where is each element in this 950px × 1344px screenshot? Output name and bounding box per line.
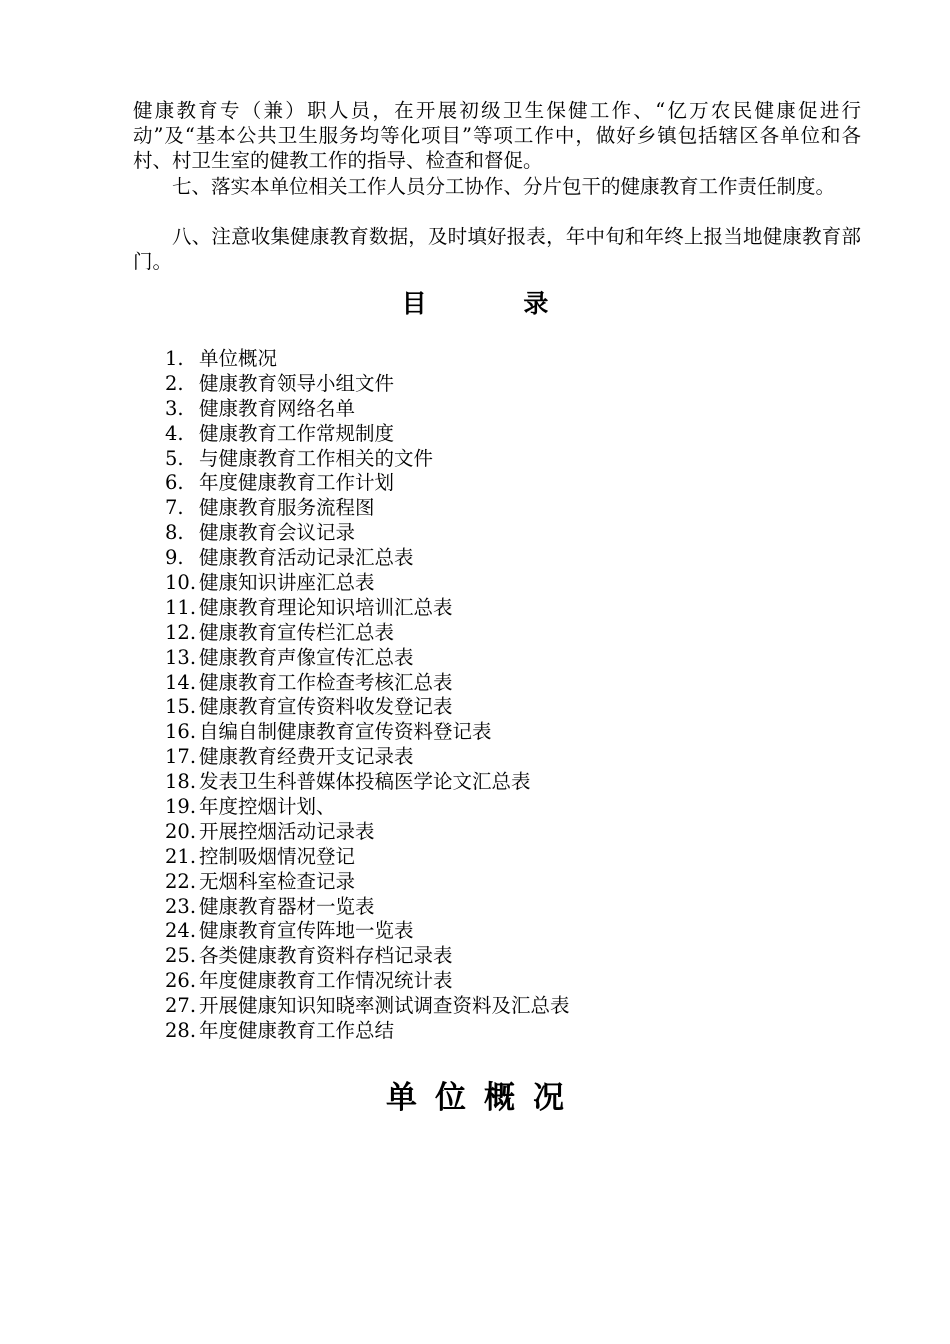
toc-item-text: 健康教育活动记录汇总表 — [199, 546, 414, 570]
toc-item — [165, 1019, 765, 1044]
toc-item — [165, 895, 765, 920]
toc-item-number: 12. — [165, 620, 197, 644]
toc-title: 目 录 — [401, 289, 593, 318]
toc-item-text: 健康教育器材一览表 — [199, 894, 375, 918]
toc-item-text: 无烟科室检查记录 — [199, 869, 356, 893]
toc-item-number: 28. — [165, 1019, 197, 1043]
toc-item — [165, 646, 765, 671]
toc-item-number: 13. — [165, 645, 197, 669]
toc-item — [165, 671, 765, 696]
toc-item — [165, 695, 765, 720]
toc-item — [165, 347, 765, 372]
toc-item-number: 26. — [165, 969, 197, 993]
toc-item — [165, 447, 765, 472]
toc-item-number: 4. — [165, 421, 184, 445]
paragraph-staff-duties: 健康教育专（兼）职人员，在开展初级卫生保健工作、“亿万农民健康促进行动”及“基本公共卫生服务均等化项目”等项工作中，做好乡镇包括辖区各单位和各村、村卫生室的健教工作的指导、检查和督促。 — [133, 99, 861, 172]
toc-item-text: 健康教育服务流程图 — [199, 496, 375, 520]
toc-item-number: 24. — [165, 919, 197, 943]
toc-item-text: 健康教育工作常规制度 — [199, 421, 395, 445]
toc-item-text: 发表卫生科普媒体投稿医学论文汇总表 — [199, 770, 531, 794]
toc-item-number: 2. — [165, 371, 184, 395]
toc-item-text: 健康教育宣传资料收发登记表 — [199, 695, 453, 719]
toc-item-text: 健康教育领导小组文件 — [199, 371, 395, 395]
toc-item-number: 5. — [165, 446, 184, 470]
toc-item-number: 14. — [165, 670, 197, 694]
toc-item-number: 6. — [165, 471, 184, 495]
toc-item — [165, 969, 765, 994]
toc-item-text: 开展控烟活动记录表 — [199, 819, 375, 843]
toc-item — [165, 795, 765, 820]
toc-item-number: 11. — [165, 595, 197, 619]
toc-item-number: 9. — [165, 546, 184, 570]
toc-item — [165, 919, 765, 944]
toc-item — [165, 870, 765, 895]
toc-item-number: 23. — [165, 894, 197, 918]
toc-item-text: 控制吸烟情况登记 — [199, 844, 356, 868]
toc-item — [165, 745, 765, 770]
toc-item-text: 健康教育网络名单 — [199, 396, 356, 420]
toc-item — [165, 845, 765, 870]
toc-item — [165, 820, 765, 845]
section-title-unit-overview: 单位概况 — [386, 1080, 582, 1116]
toc-item-number: 25. — [165, 944, 197, 968]
toc-item — [165, 521, 765, 546]
toc-item-text: 单位概况 — [199, 347, 278, 370]
toc-item-number: 7. — [165, 496, 184, 520]
toc-item — [165, 397, 765, 422]
table-of-contents — [165, 347, 765, 1044]
toc-item-text: 健康教育工作检查考核汇总表 — [199, 670, 453, 694]
toc-item-number: 20. — [165, 819, 197, 843]
toc-item-text: 健康教育理论知识培训汇总表 — [199, 595, 453, 619]
toc-item — [165, 471, 765, 496]
toc-item-number: 17. — [165, 745, 197, 769]
toc-item — [165, 994, 765, 1019]
toc-item-text: 年度控烟计划、 — [199, 795, 336, 819]
toc-item — [165, 546, 765, 571]
toc-item-text: 开展健康知识知晓率测试调查资料及汇总表 — [199, 994, 570, 1018]
toc-item-text: 健康教育经费开支记录表 — [199, 745, 414, 769]
toc-item-number: 18. — [165, 770, 197, 794]
toc-item-text: 健康教育声像宣传汇总表 — [199, 645, 414, 669]
toc-item-text: 健康教育宣传阵地一览表 — [199, 919, 414, 943]
toc-item — [165, 596, 765, 621]
toc-item-number: 3. — [165, 396, 184, 420]
toc-item-number: 8. — [165, 521, 184, 545]
toc-item-text: 与健康教育工作相关的文件 — [199, 446, 434, 470]
toc-item — [165, 621, 765, 646]
toc-item-text: 健康知识讲座汇总表 — [199, 571, 375, 595]
toc-item — [165, 944, 765, 969]
toc-item-text: 自编自制健康教育宣传资料登记表 — [199, 720, 492, 744]
paragraph-item-seven: 七、落实本单位相关工作人员分工协作、分片包干的健康教育工作责任制度。 — [172, 175, 836, 198]
toc-item-number: 21. — [165, 844, 197, 868]
toc-item — [165, 571, 765, 596]
toc-item-number: 10. — [165, 571, 197, 595]
toc-item-text: 各类健康教育资料存档记录表 — [199, 944, 453, 968]
toc-item-number: 27. — [165, 994, 197, 1018]
toc-item — [165, 372, 765, 397]
toc-item-text: 健康教育宣传栏汇总表 — [199, 620, 395, 644]
toc-item-number: 19. — [165, 795, 197, 819]
toc-item-text: 健康教育会议记录 — [199, 521, 356, 545]
toc-item-number: 1. — [165, 347, 184, 370]
toc-item-text: 年度健康教育工作总结 — [199, 1019, 395, 1043]
toc-item-text: 年度健康教育工作情况统计表 — [199, 969, 453, 993]
toc-item — [165, 496, 765, 521]
paragraph-item-eight: 八、注意收集健康教育数据，及时填好报表，年中旬和年终上报当地健康教育部门。 — [133, 225, 861, 273]
toc-item — [165, 770, 765, 795]
toc-item — [165, 720, 765, 745]
toc-item-text: 年度健康教育工作计划 — [199, 471, 395, 495]
toc-item-number: 16. — [165, 720, 197, 744]
toc-item-number: 15. — [165, 695, 197, 719]
toc-item-number: 22. — [165, 869, 197, 893]
toc-item — [165, 422, 765, 447]
